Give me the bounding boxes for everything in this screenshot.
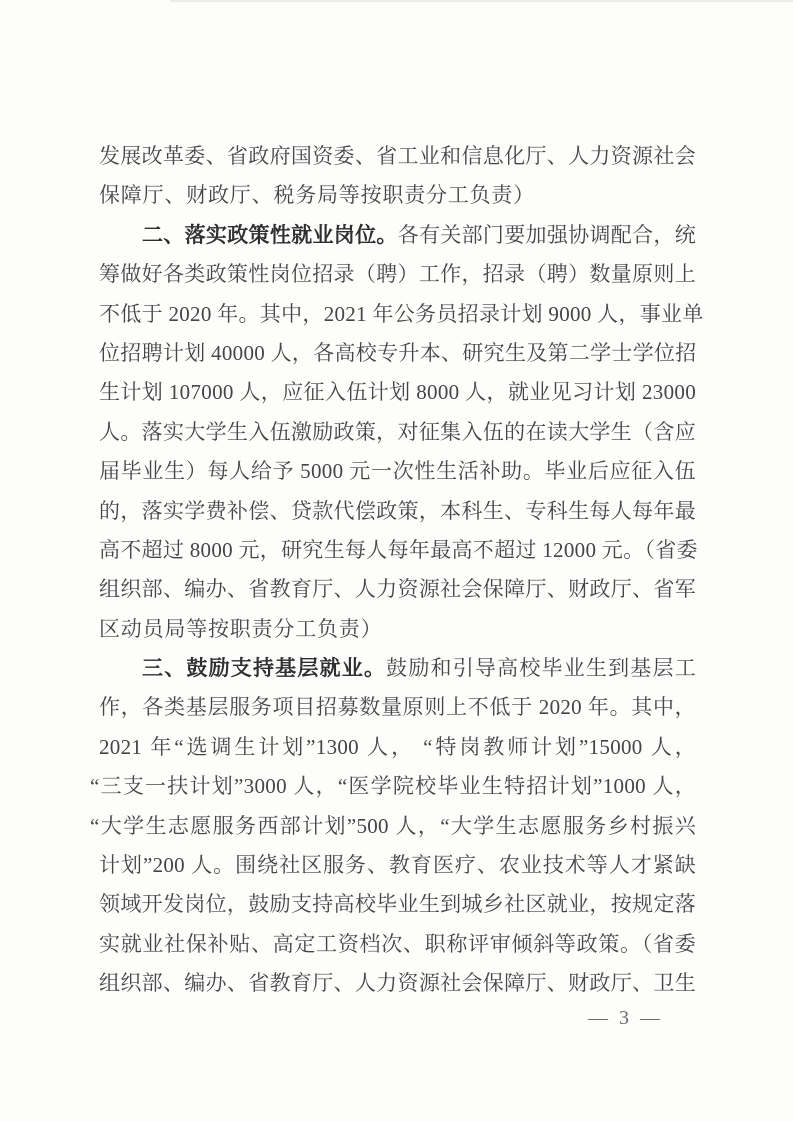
- text-line: 实就业社保补贴、高定工资档次、职称评审倾斜等政策。（省委: [99, 931, 696, 956]
- text-line: 发展改革委、省政府国资委、省工业和信息化厅、人力资源社会: [99, 144, 696, 168]
- document-body: [90, 137, 704, 1004]
- text-line: 保障厅、财政厅、税务局等按职责分工负责）: [99, 183, 535, 208]
- text-line: 区动员局等按职责分工负责）: [99, 616, 383, 641]
- text-line: 2021 年“选调生计划”1300 人， “特岗教师计划”15000 人，: [99, 734, 696, 759]
- text-line: 位招聘计划 40000 人，各高校专升本、研究生及第二学士学位招: [99, 340, 697, 365]
- text-line: 不低于 2020 年。其中，2021 年公务员招录计划 9000 人，事业单: [99, 301, 704, 326]
- text-line: 人。落实大学生入伍激励政策，对征集入伍的在读大学生（含应: [99, 419, 696, 444]
- text-line: 生计划 107000 人，应征入伍计划 8000 人，就业见习计划 23000: [99, 380, 696, 405]
- text-line: 高不超过 8000 元，研究生每人每年最高不超过 12000 元。（省委: [99, 537, 698, 562]
- section-heading: 三、鼓励支持基层就业。: [142, 657, 387, 681]
- text-line: 届毕业生）每人给予 5000 元一次性生活补助。毕业后应征入伍: [99, 459, 696, 484]
- section-heading-line: 二、落实政策性就业岗位。各有关部门要加强协调配合，统: [142, 222, 696, 247]
- text-line: 筹做好各类政策性岗位招录（聘）工作，招录（聘）数量原则上: [99, 262, 696, 287]
- text-line: 计划”200 人。围绕社区服务、教育医疗、农业技术等人才紧缺: [99, 853, 696, 878]
- text-line: 组织部、编办、省教育厅、人力资源社会保障厅、财政厅、省军: [99, 577, 696, 602]
- section-heading-line: 三、鼓励支持基层就业。鼓励和引导高校毕业生到基层工: [142, 656, 696, 681]
- text-line: “三支一扶计划”3000 人，“医学院校毕业生特招计划”1000 人，: [90, 774, 696, 799]
- section-heading: 二、落实政策性就业岗位。: [142, 223, 398, 247]
- text-line: 作，各类基层服务项目招募数量原则上不低于 2020 年。其中，: [99, 695, 696, 720]
- page-number: — 3 —: [588, 1007, 663, 1029]
- text-line: 组织部、编办、省教育厅、人力资源社会保障厅、财政厅、卫生: [99, 971, 696, 996]
- text-line: 领域开发岗位，鼓励支持高校毕业生到城乡社区就业，按规定落: [99, 892, 696, 917]
- scan-artifact-top-edge: [170, 0, 793, 2]
- text-line: “大学生志愿服务西部计划”500 人，“大学生志愿服务乡村振兴: [90, 813, 696, 838]
- text-line: 的，落实学费补偿、贷款代偿政策，本科生、专科生每人每年最: [99, 498, 696, 523]
